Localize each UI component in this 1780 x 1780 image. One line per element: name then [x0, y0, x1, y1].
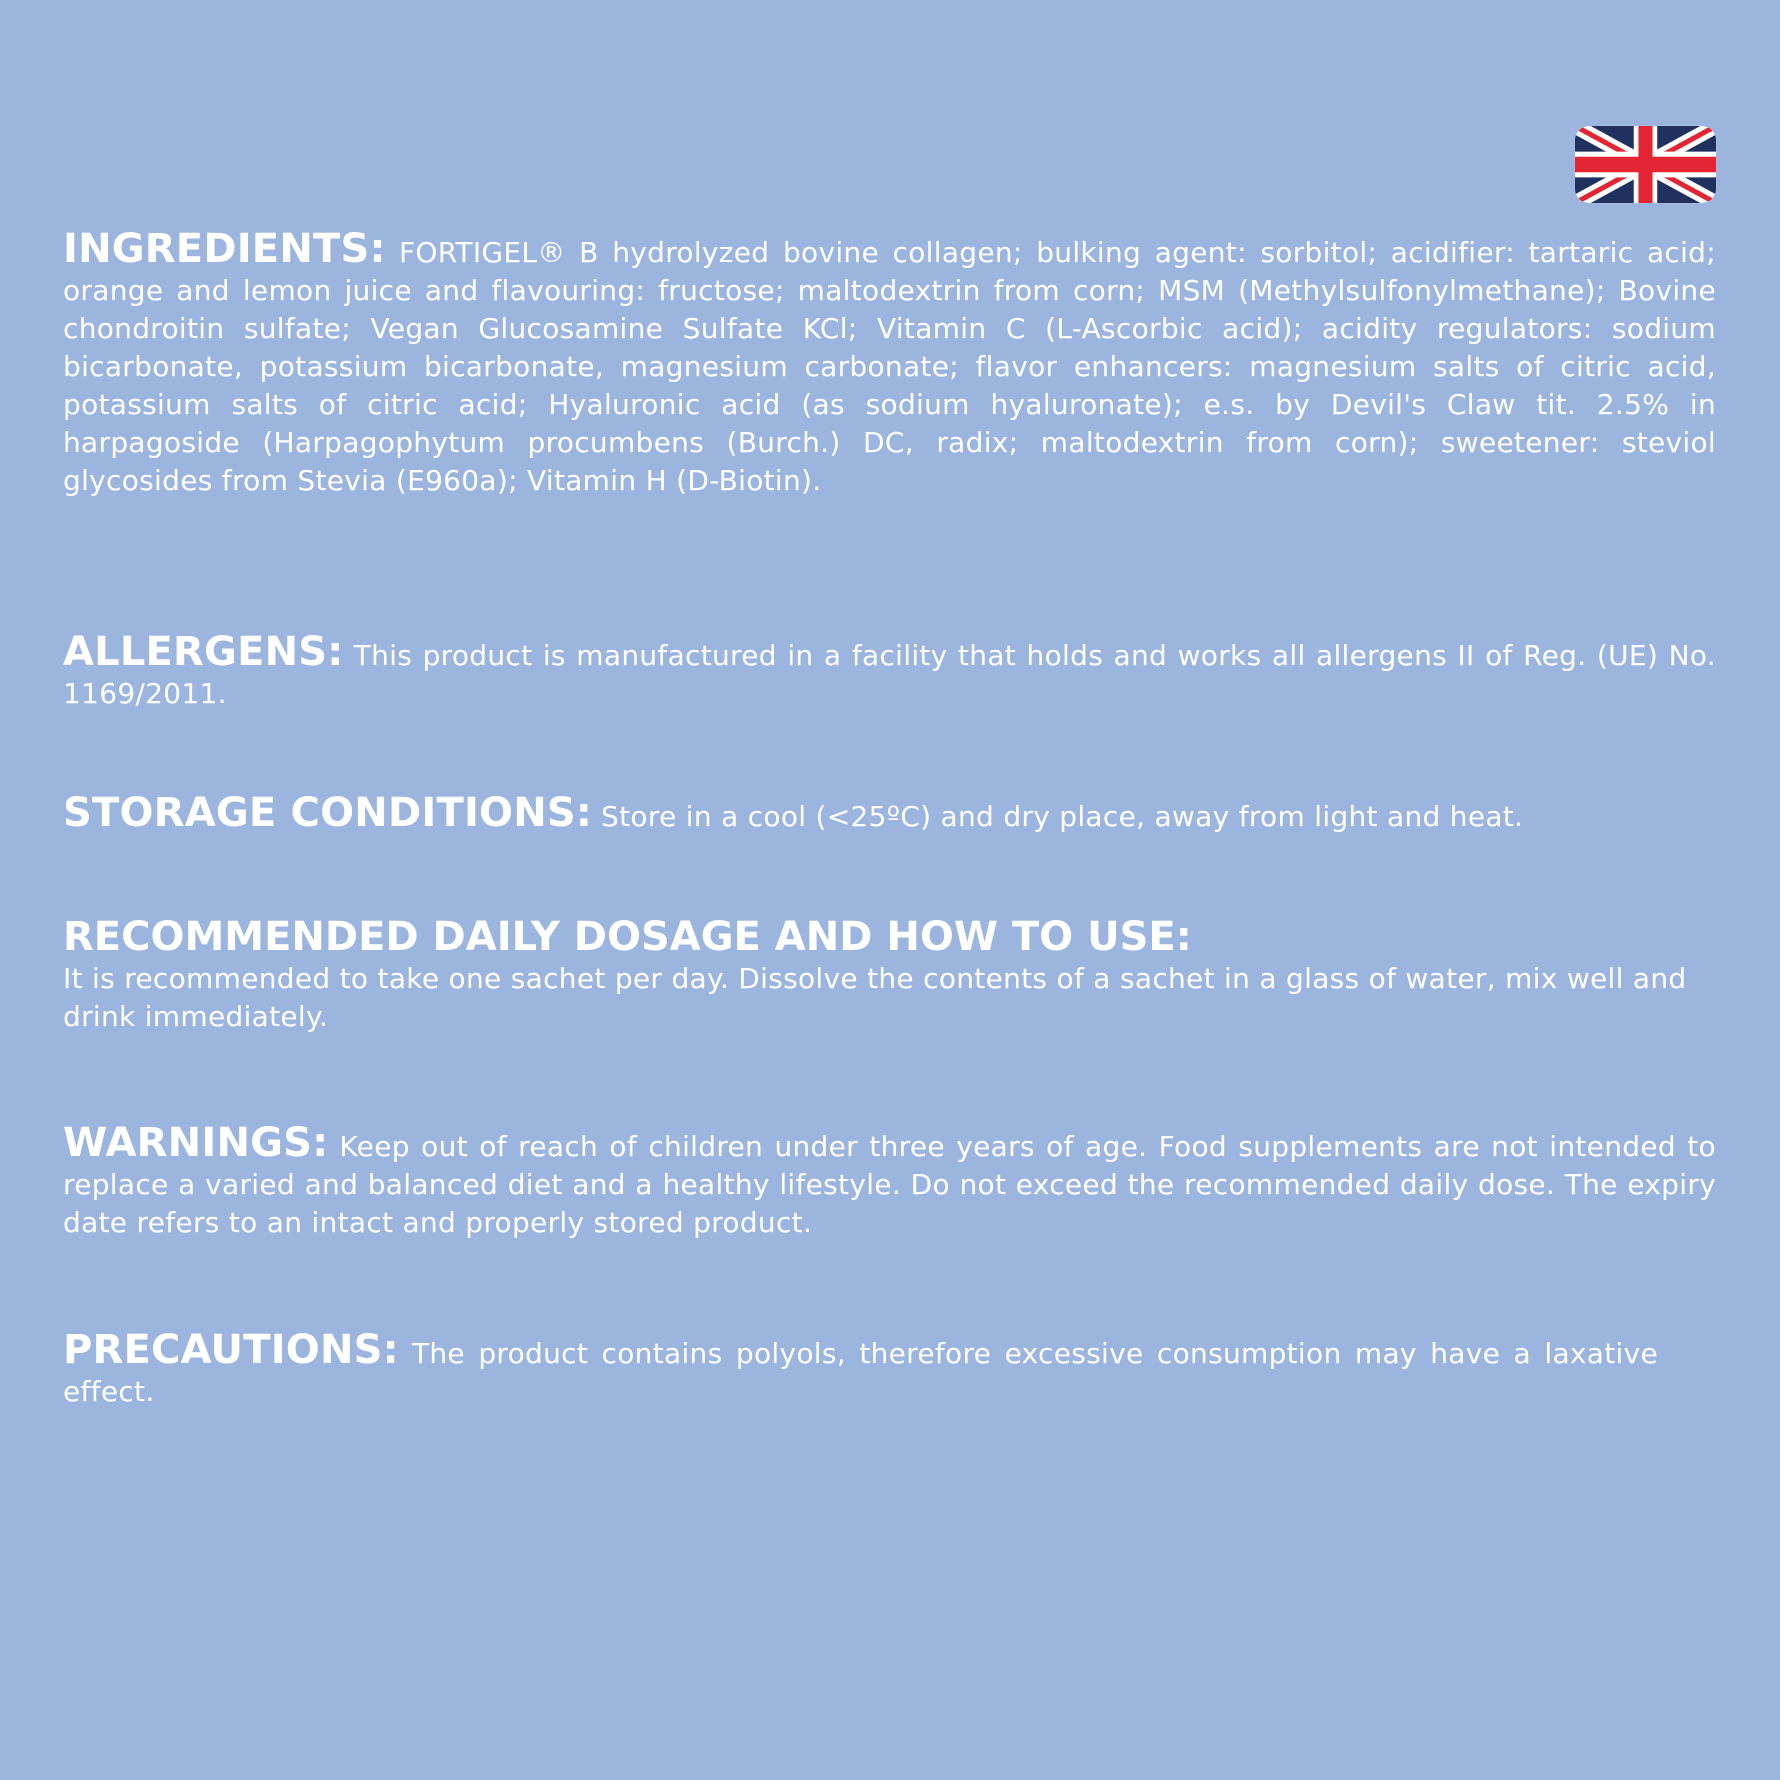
precautions-heading: PRECAUTIONS: — [63, 1327, 399, 1373]
dosage-text: It is recommended to take one sachet per day. Dissolve the contents of a sachet in a glass of water, mix well and drink immediately. — [63, 962, 1687, 1033]
warnings-heading: WARNINGS: — [63, 1120, 329, 1166]
ingredients-text: FORTIGEL® B hydrolyzed bovine collagen; bulking agent: sorbitol; acidifier: tartaric acid; orange and lemon juice and flavouring: fructose; maltodextrin from corn; MSM (Methylsulfonylmethane); Bovine chondroitin sulfate; Vegan Glucosamine Sulfate KCl; Vitamin C (L-Ascorbic acid); acidity regulators: sodium bicarbonate, potassium bicarbonate, magnesium carbonate; flavor enhancers: magnesium salts of citric acid, potassium salts of citric acid; Hyaluronic acid (as sodium hyaluronate); e.s. by Devil's Claw tit. 2.5% in harpagoside (Harpagophytum procumbens (Burch.) DC, radix; maltodextrin from corn); sweetener: steviol glycosides from Stevia (E960a); Vitamin H (D-Biotin). — [63, 236, 1716, 497]
storage-section — [63, 790, 1716, 836]
allergens-heading: ALLERGENS: — [63, 629, 344, 675]
uk-flag-icon — [1575, 126, 1716, 203]
precautions-section — [63, 1327, 1658, 1411]
storage-heading: STORAGE CONDITIONS: — [63, 790, 593, 836]
ingredients-section — [63, 226, 1716, 500]
uk-flag-graphic — [1575, 126, 1716, 203]
dosage-section — [63, 914, 1716, 1036]
storage-text: Store in a cool (<25ºC) and dry place, away from light and heat. — [601, 800, 1524, 833]
warnings-text: Keep out of reach of children under three years of age. Food supplements are not intended to replace a varied and balanced diet and a healthy lifestyle. Do not exceed the recommended daily dose. The expiry date refers to an intact and properly stored product. — [63, 1130, 1716, 1239]
allergens-text: This product is manufactured in a facility that holds and works all allergens II of Reg. (UE) No. 1169/2011. — [63, 639, 1717, 710]
precautions-text: The product contains polyols, therefore excessive consumption may have a laxative effect. — [63, 1337, 1658, 1408]
ingredients-heading: INGREDIENTS: — [63, 226, 386, 272]
warnings-section — [63, 1120, 1716, 1242]
allergens-section — [63, 629, 1717, 713]
dosage-heading: RECOMMENDED DAILY DOSAGE AND HOW TO USE: — [63, 914, 1192, 960]
